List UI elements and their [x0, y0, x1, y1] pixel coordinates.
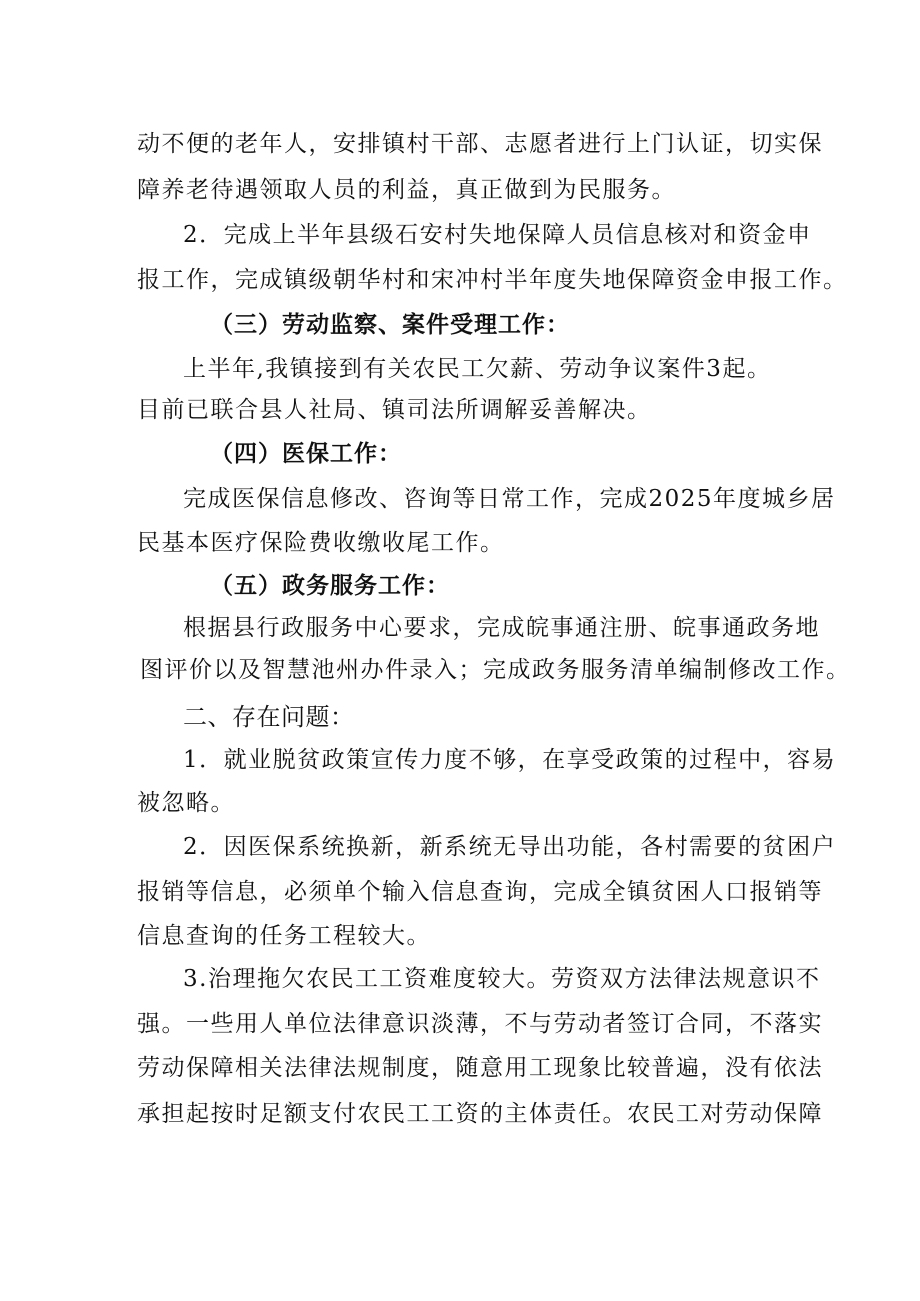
paragraph-line: 被忽略。 [137, 790, 235, 816]
paragraph-line: 动不便的老年人，安排镇村干部、志愿者进行上门认证，切实保 [137, 131, 823, 157]
paragraph-line: 强。一些用人单位法律意识淡薄，不与劳动者签订合同，不落实 [137, 1011, 823, 1037]
paragraph-line: 报工作，完成镇级朝华村和宋冲村半年度失地保障资金申报工作。 [137, 267, 848, 293]
paragraph-line: 劳动保障相关法律法规制度，随意用工现象比较普遍，没有依法 [137, 1055, 823, 1081]
paragraph-line: 报销等信息，必须单个输入信息查询，完成全镇贫困人口报销等 [137, 879, 823, 905]
paragraph-line: 3.治理拖欠农民工工资难度较大。劳资双方法律法规意识不 [183, 966, 821, 992]
section-heading: （四）医保工作： [210, 441, 402, 467]
paragraph-line: 根据县行政服务中心要求，完成皖事通注册、皖事通政务地 [183, 615, 820, 641]
paragraph-line: 障养老待遇领取人员的利益，真正做到为民服务。 [137, 177, 676, 203]
paragraph-line: 2．完成上半年县级石安村失地保障人员信息核对和资金申 [183, 222, 812, 248]
paragraph-line: 承担起按时足额支付农民工工资的主体责任。农民工对劳动保障 [137, 1101, 823, 1127]
paragraph-line: 完成医保信息修改、咨询等日常工作，完成2025年度城乡居 [183, 486, 836, 512]
section-heading: （三）劳动监察、案件受理工作： [210, 312, 570, 338]
paragraph-line: 1．就业脱贫政策宣传力度不够，在享受政策的过程中，容易 [183, 747, 837, 773]
section-title: 二、存在问题： [183, 703, 355, 731]
paragraph-line: 图评价以及智慧池州办件录入；完成政务服务清单编制修改工作。 [140, 657, 851, 683]
paragraph-line: 民基本医疗保险费收缴收尾工作。 [137, 530, 505, 556]
paragraph-line: 上半年,我镇接到有关农民工欠薪、劳动争议案件3起。 [183, 356, 772, 382]
paragraph-line: 信息查询的任务工程较大。 [137, 923, 431, 949]
paragraph-line: 2．因医保系统换新，新系统无导出功能，各村需要的贫困户 [183, 834, 837, 860]
section-heading: （五）政务服务工作： [210, 573, 450, 599]
paragraph-line: 目前已联合县人社局、镇司法所调解妥善解决。 [137, 397, 652, 423]
